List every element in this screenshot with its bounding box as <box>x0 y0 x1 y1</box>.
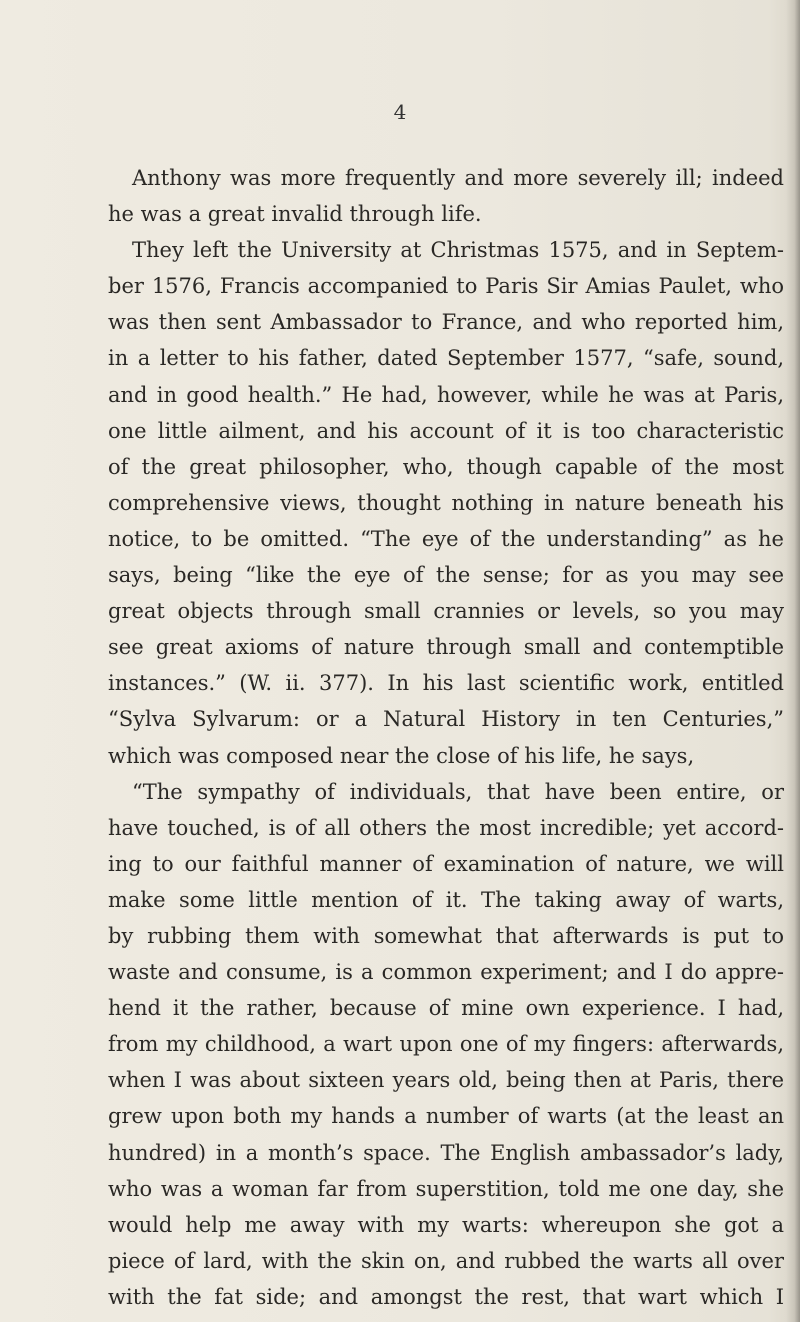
body-text <box>108 160 784 1315</box>
text-line: in a letter to his father, dated September 1577, “safe, sound, <box>108 346 784 371</box>
text-line: hundred) in a month’s space. The English ambassador’s lady, <box>108 1140 784 1165</box>
text-line: by rubbing them with somewhat that afterwards is put to <box>108 923 784 948</box>
text-line: grew upon both my hands a number of warts (at the least an <box>108 1104 784 1129</box>
text-line: “The sympathy of individuals, that have been entire, or <box>132 779 784 804</box>
text-line: would help me away with my warts: whereupon she got a <box>108 1212 784 1237</box>
text-line: he was a great invalid through life. <box>108 202 482 227</box>
text-line: ber 1576, Francis accompanied to Paris Sir Amias Paulet, who <box>108 274 784 299</box>
text-line: “Sylva Sylvarum: or a Natural History in ten Centuries,” <box>108 707 784 732</box>
text-line: from my childhood, a wart upon one of my fingers: afterwards, <box>108 1032 784 1057</box>
text-line: ing to our faithful manner of examination of nature, we will <box>108 851 784 876</box>
text-line: They left the University at Christmas 1575, and in Septem- <box>132 238 784 263</box>
text-line: was then sent Ambassador to France, and who reported him, <box>108 310 784 335</box>
text-line: with the fat side; and amongst the rest, that wart which I <box>108 1284 784 1309</box>
text-line: hend it the rather, because of mine own experience. I had, <box>108 996 784 1021</box>
text-line: comprehensive views, thought nothing in nature beneath his <box>108 490 784 515</box>
text-line: have touched, is of all others the most incredible; yet accord- <box>108 815 784 840</box>
text-line: piece of lard, with the skin on, and rubbed the warts all over <box>108 1248 784 1273</box>
text-line: make some little mention of it. The taking away of warts, <box>108 887 784 912</box>
text-line: great objects through small crannies or levels, so you may <box>108 599 784 624</box>
text-line: of the great philosopher, who, though capable of the most <box>108 454 784 479</box>
page-number: 4 <box>393 100 407 124</box>
page-edge-shadow <box>786 0 800 1322</box>
text-line: and in good health.” He had, however, while he was at Paris, <box>108 382 784 407</box>
text-line: which was composed near the close of his life, he says, <box>108 743 695 768</box>
text-line: waste and consume, is a common experiment; and I do appre- <box>108 960 784 985</box>
text-line: says, being “like the eye of the sense; for as you may see <box>108 563 784 588</box>
text-line: Anthony was more frequently and more severely ill; indeed <box>132 166 784 190</box>
text-line: who was a woman far from superstition, told me one day, she <box>108 1176 784 1201</box>
text-line: see great axioms of nature through small and contemptible <box>108 635 784 660</box>
text-line: one little ailment, and his account of it is too characteristic <box>108 418 784 443</box>
text-line: notice, to be omitted. “The eye of the understanding” as he <box>108 526 784 551</box>
text-line: when I was about sixteen years old, being then at Paris, there <box>108 1068 784 1093</box>
text-line: instances.” (W. ii. 377). In his last scientific work, entitled <box>108 671 784 696</box>
